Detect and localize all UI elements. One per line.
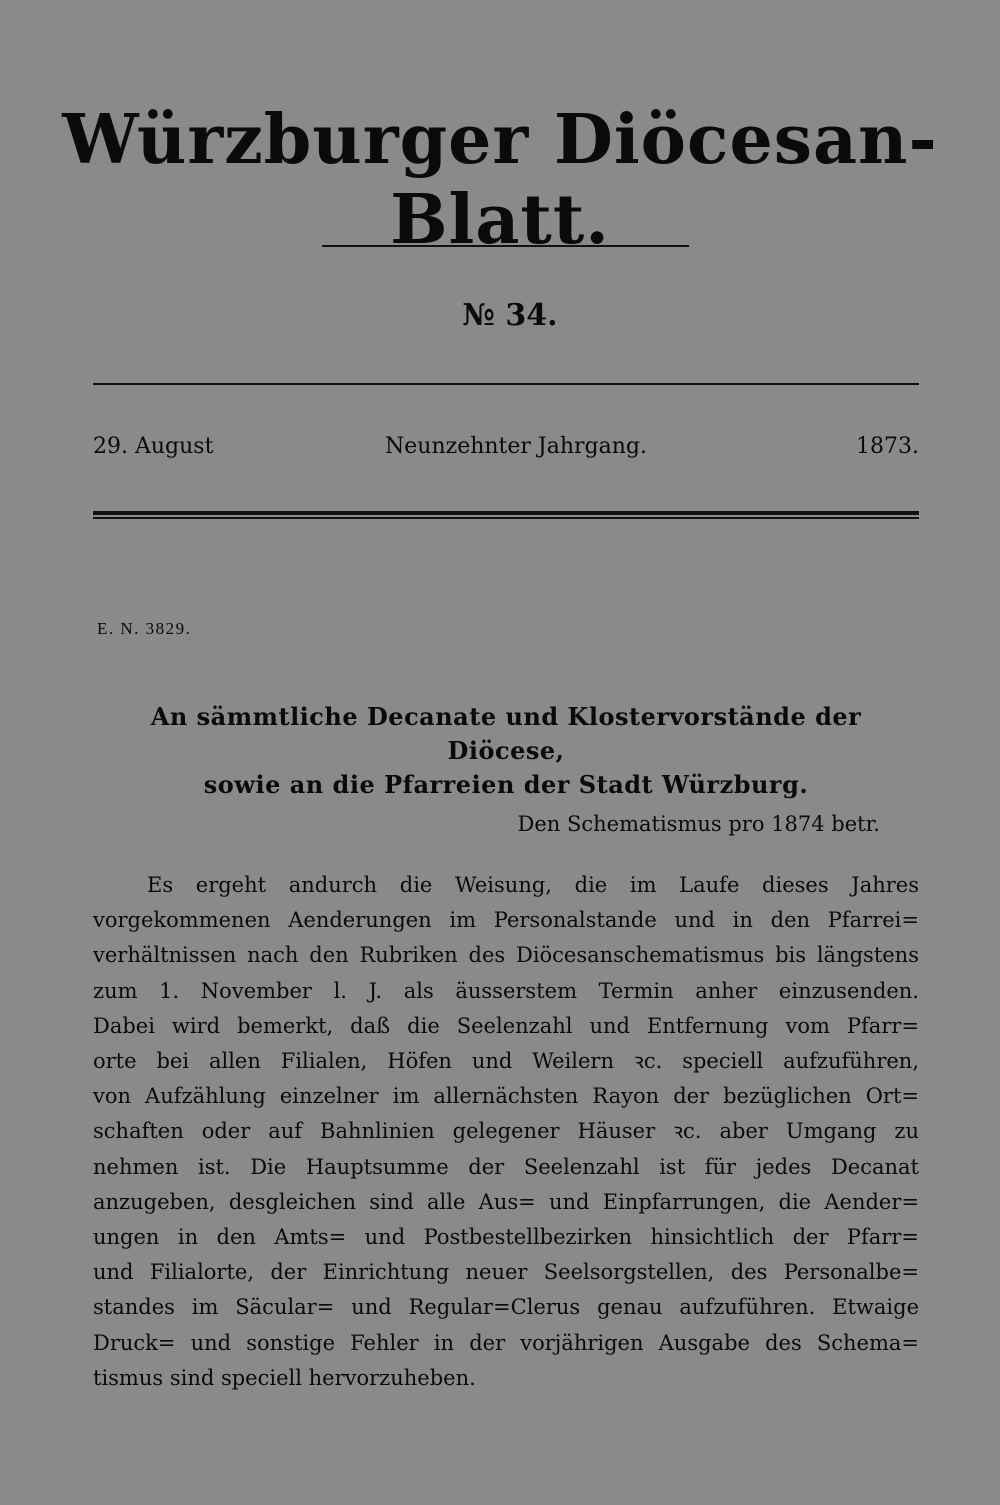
body-line: schaften oder auf Bahnlinien gelegener Häuser ꝛc. aber Umgang zu (93, 1119, 919, 1144)
body-line: Druck= und sonstige Fehler in der vorjährigen Ausgabe des Schema= (93, 1330, 919, 1355)
issue-number: № 34. (462, 298, 558, 333)
reference-number: E. N. 3829. (97, 619, 192, 638)
body-line: und Filialorte, der Einrichtung neuer Seelsorgstellen, des Personalbe= (93, 1260, 919, 1285)
masthead-divider (322, 245, 689, 247)
notice-subject: Den Schematismus pro 1874 betr. (517, 812, 880, 836)
body-line: orte bei allen Filialen, Höfen und Weilern ꝛc. speciell aufzuführen, (93, 1049, 919, 1074)
body-line: von Aufzählung einzelner im allernächsten Rayon der bezüglichen Ort= (93, 1084, 919, 1109)
notice-body (93, 868, 919, 1396)
body-line: ungen in den Amts= und Postbestellbezirken hinsichtlich der Pfarr= (93, 1225, 919, 1250)
body-line: verhältnissen nach den Rubriken des Diöcesanschematismus bis längstens (93, 943, 919, 968)
dateline (93, 434, 919, 468)
body-line: zum 1. November l. J. als äusserstem Termin anher einzusenden. (93, 978, 919, 1003)
body-line: vorgekommenen Aenderungen im Personalstande und in den Pfarrei= (93, 908, 919, 933)
dateline-volume: Neunzehnter Jahrgang. (385, 434, 647, 459)
body-line: standes im Säcular= und Regular=Clerus genau aufzuführen. Etwaige (93, 1295, 919, 1320)
body-line: Dabei wird bemerkt, daß die Seelenzahl und Entfernung vom Pfarr= (93, 1013, 919, 1038)
dateline-date: 29. August (93, 434, 214, 459)
body-line: nehmen ist. Die Hauptsumme der Seelenzahl ist für jedes Decanat (93, 1154, 919, 1179)
notice-heading (93, 700, 919, 802)
body-line: Es ergeht andurch die Weisung, die im Laufe dieses Jahres (147, 873, 919, 897)
notice-heading-line: sowie an die Pfarreien der Stadt Würzburg. (203, 770, 809, 799)
dateline-year: 1873. (856, 434, 919, 459)
header-divider (93, 383, 919, 385)
dateline-double-divider (93, 511, 919, 519)
body-line: tismus sind speciell hervorzuheben. (93, 1365, 476, 1390)
body-line: anzugeben, desgleichen sind alle Aus= und Einpfarrungen, die Aender= (93, 1189, 919, 1214)
notice-heading-line: An sämmtliche Decanate und Klostervorstände der Diöcese, (150, 702, 862, 765)
masthead-title: Würzburger Diöcesan-Blatt. (62, 100, 938, 260)
